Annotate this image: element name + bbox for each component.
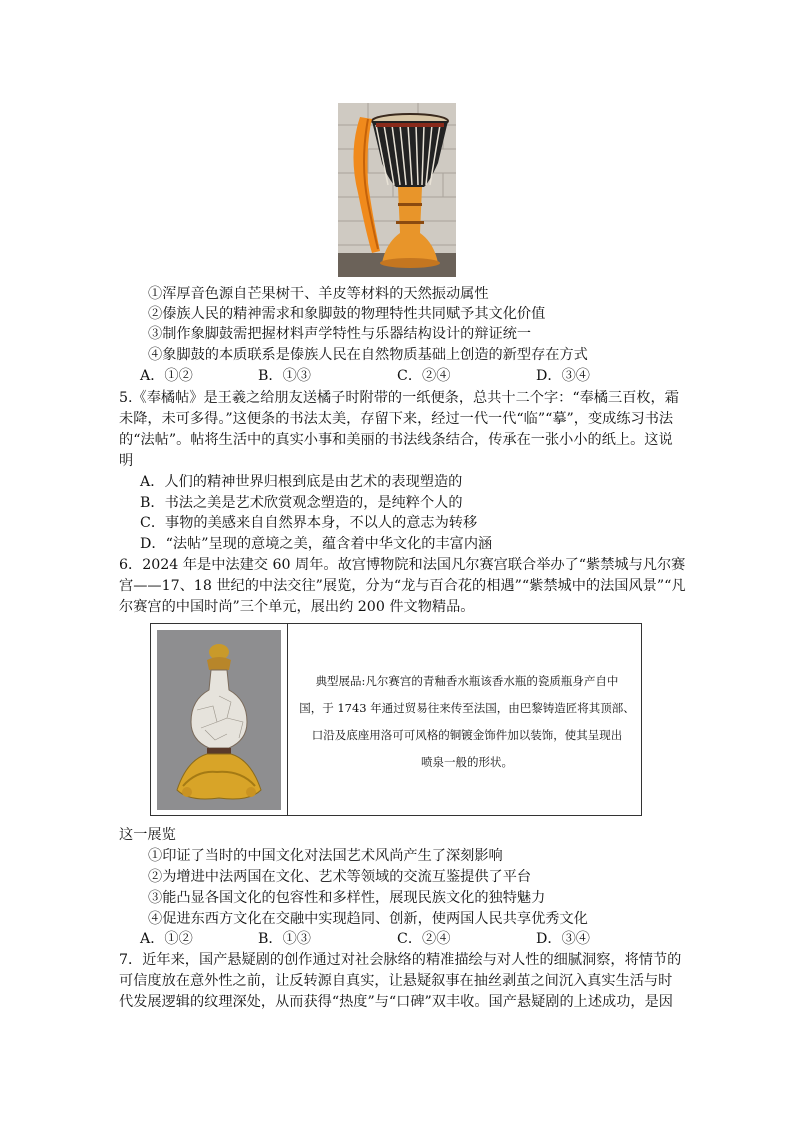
q6-statement-4: ④促进东西方文化在交融中实现趋同、创新，使两国人民共享优秀文化 (148, 911, 588, 927)
q4-options (140, 366, 610, 386)
q5-stem-line-3: 的“法帖”。帖将生活中的真实小事和美丽的书法线条结合，传承在一张小小的纸上。这说 (119, 432, 673, 448)
q5-stem-line-1: 5.《奉橘帖》是王羲之给朋友送橘子时附带的一纸便条，总共十二个字：“奉橘三百枚，霜 (119, 390, 679, 406)
q4-statement-2: ②傣族人民的精神需求和象脚鼓的物理特性共同赋予其文化价值 (148, 306, 546, 322)
q5-option-b: B．书法之美是艺术欣赏观念塑造的，是纯粹个人的 (140, 495, 463, 511)
q7-stem-line-2: 可信度放在意外性之前，让反转源自真实，让悬疑叙事在抽丝剥茧之间沉入真实生活与时 (119, 973, 673, 989)
q6-statement-3: ③能凸显各国文化的包容性和多样性，展现民族文化的独特魅力 (148, 890, 546, 906)
q4-option-c: C．②④ (397, 368, 451, 384)
exhibit-divider (287, 624, 288, 815)
q4-option-d: D．③④ (536, 368, 590, 384)
perfume-vase-photo (157, 630, 281, 810)
vase-illustration (157, 630, 281, 810)
exhibit-line-3: 口沿及底座用洛可可风格的铜镀金饰件加以装饰，使其呈现出 (311, 728, 623, 742)
q6-options (140, 929, 610, 949)
exhibit-line-1: 典型展品:凡尔赛宫的青釉香水瓶该香水瓶的瓷质瓶身产自中 (315, 674, 619, 688)
q5-stem-line-2: 未降，未可多得。”这便条的书法太美，存留下来，经过一代一代“临”“摹”，变成练习书法 (119, 411, 674, 427)
q6-option-a: A．①② (140, 931, 193, 947)
q4-option-a: A．①② (140, 368, 193, 384)
q5-option-c: C．事物的美感来自自然界本身，不以人的意志为转移 (140, 515, 478, 531)
exhibit-line-2: 国，于 1743 年通过贸易往来传至法国，由巴黎铸造匠将其顶部、 (299, 701, 635, 715)
exhibit-info-box (150, 623, 642, 816)
q6-lead: 这一展览 (119, 827, 176, 843)
q6-option-d: D．③④ (536, 931, 590, 947)
q7-stem-line-1: 7．近年来，国产悬疑剧的创作通过对社会脉络的精准描绘与对人性的细腻洞察，将情节的 (119, 952, 682, 968)
q7-stem-line-3: 代发展逻辑的纹理深处，从而获得“热度”与“口碑”双丰收。国产悬疑剧的上述成功，是因 (119, 994, 673, 1010)
q6-stem-line-3: 尔赛宫的中国时尚”三个单元，展出约 200 件文物精品。 (119, 599, 475, 615)
q6-stem-line-1: 6．2024 年是中法建交 60 周年。故宫博物院和法国凡尔赛宫联合举办了“紫禁城与凡尔赛 (119, 557, 686, 573)
q6-statement-2: ②为增进中法两国在文化、艺术等领域的交流互鉴提供了平台 (148, 869, 532, 885)
q4-statement-4: ④象脚鼓的本质联系是傣族人民在自然物质基础上创造的新型存在方式 (148, 347, 588, 363)
q4-statement-3: ③制作象脚鼓需把握材料声学特性与乐器结构设计的辩证统一 (148, 326, 532, 342)
elephant-foot-drum-photo (338, 103, 456, 277)
drum-illustration (338, 103, 456, 277)
q4-option-b: B．①③ (258, 368, 311, 384)
q6-stem-line-2: 宫——17、18 世纪的中法交往”展览，分为“龙与百合花的相遇”“紫禁城中的法国风景”“凡 (119, 578, 686, 594)
q6-option-c: C．②④ (397, 931, 451, 947)
q5-option-a: A．人们的精神世界归根到底是由艺术的表现塑造的 (140, 474, 463, 490)
q4-statement-1: ①浑厚音色源自芒果树干、羊皮等材料的天然振动属性 (148, 286, 489, 302)
q5-stem-line-4: 明 (119, 453, 134, 469)
exhibit-line-4: 喷泉一般的形状。 (421, 755, 513, 769)
q6-statement-1: ①印证了当时的中国文化对法国艺术风尚产生了深刻影响 (148, 848, 503, 864)
exhibit-description (299, 668, 635, 776)
q5-option-d: D．“法帖”呈现的意境之美，蕴含着中华文化的丰富内涵 (140, 536, 493, 552)
q6-option-b: B．①③ (258, 931, 311, 947)
